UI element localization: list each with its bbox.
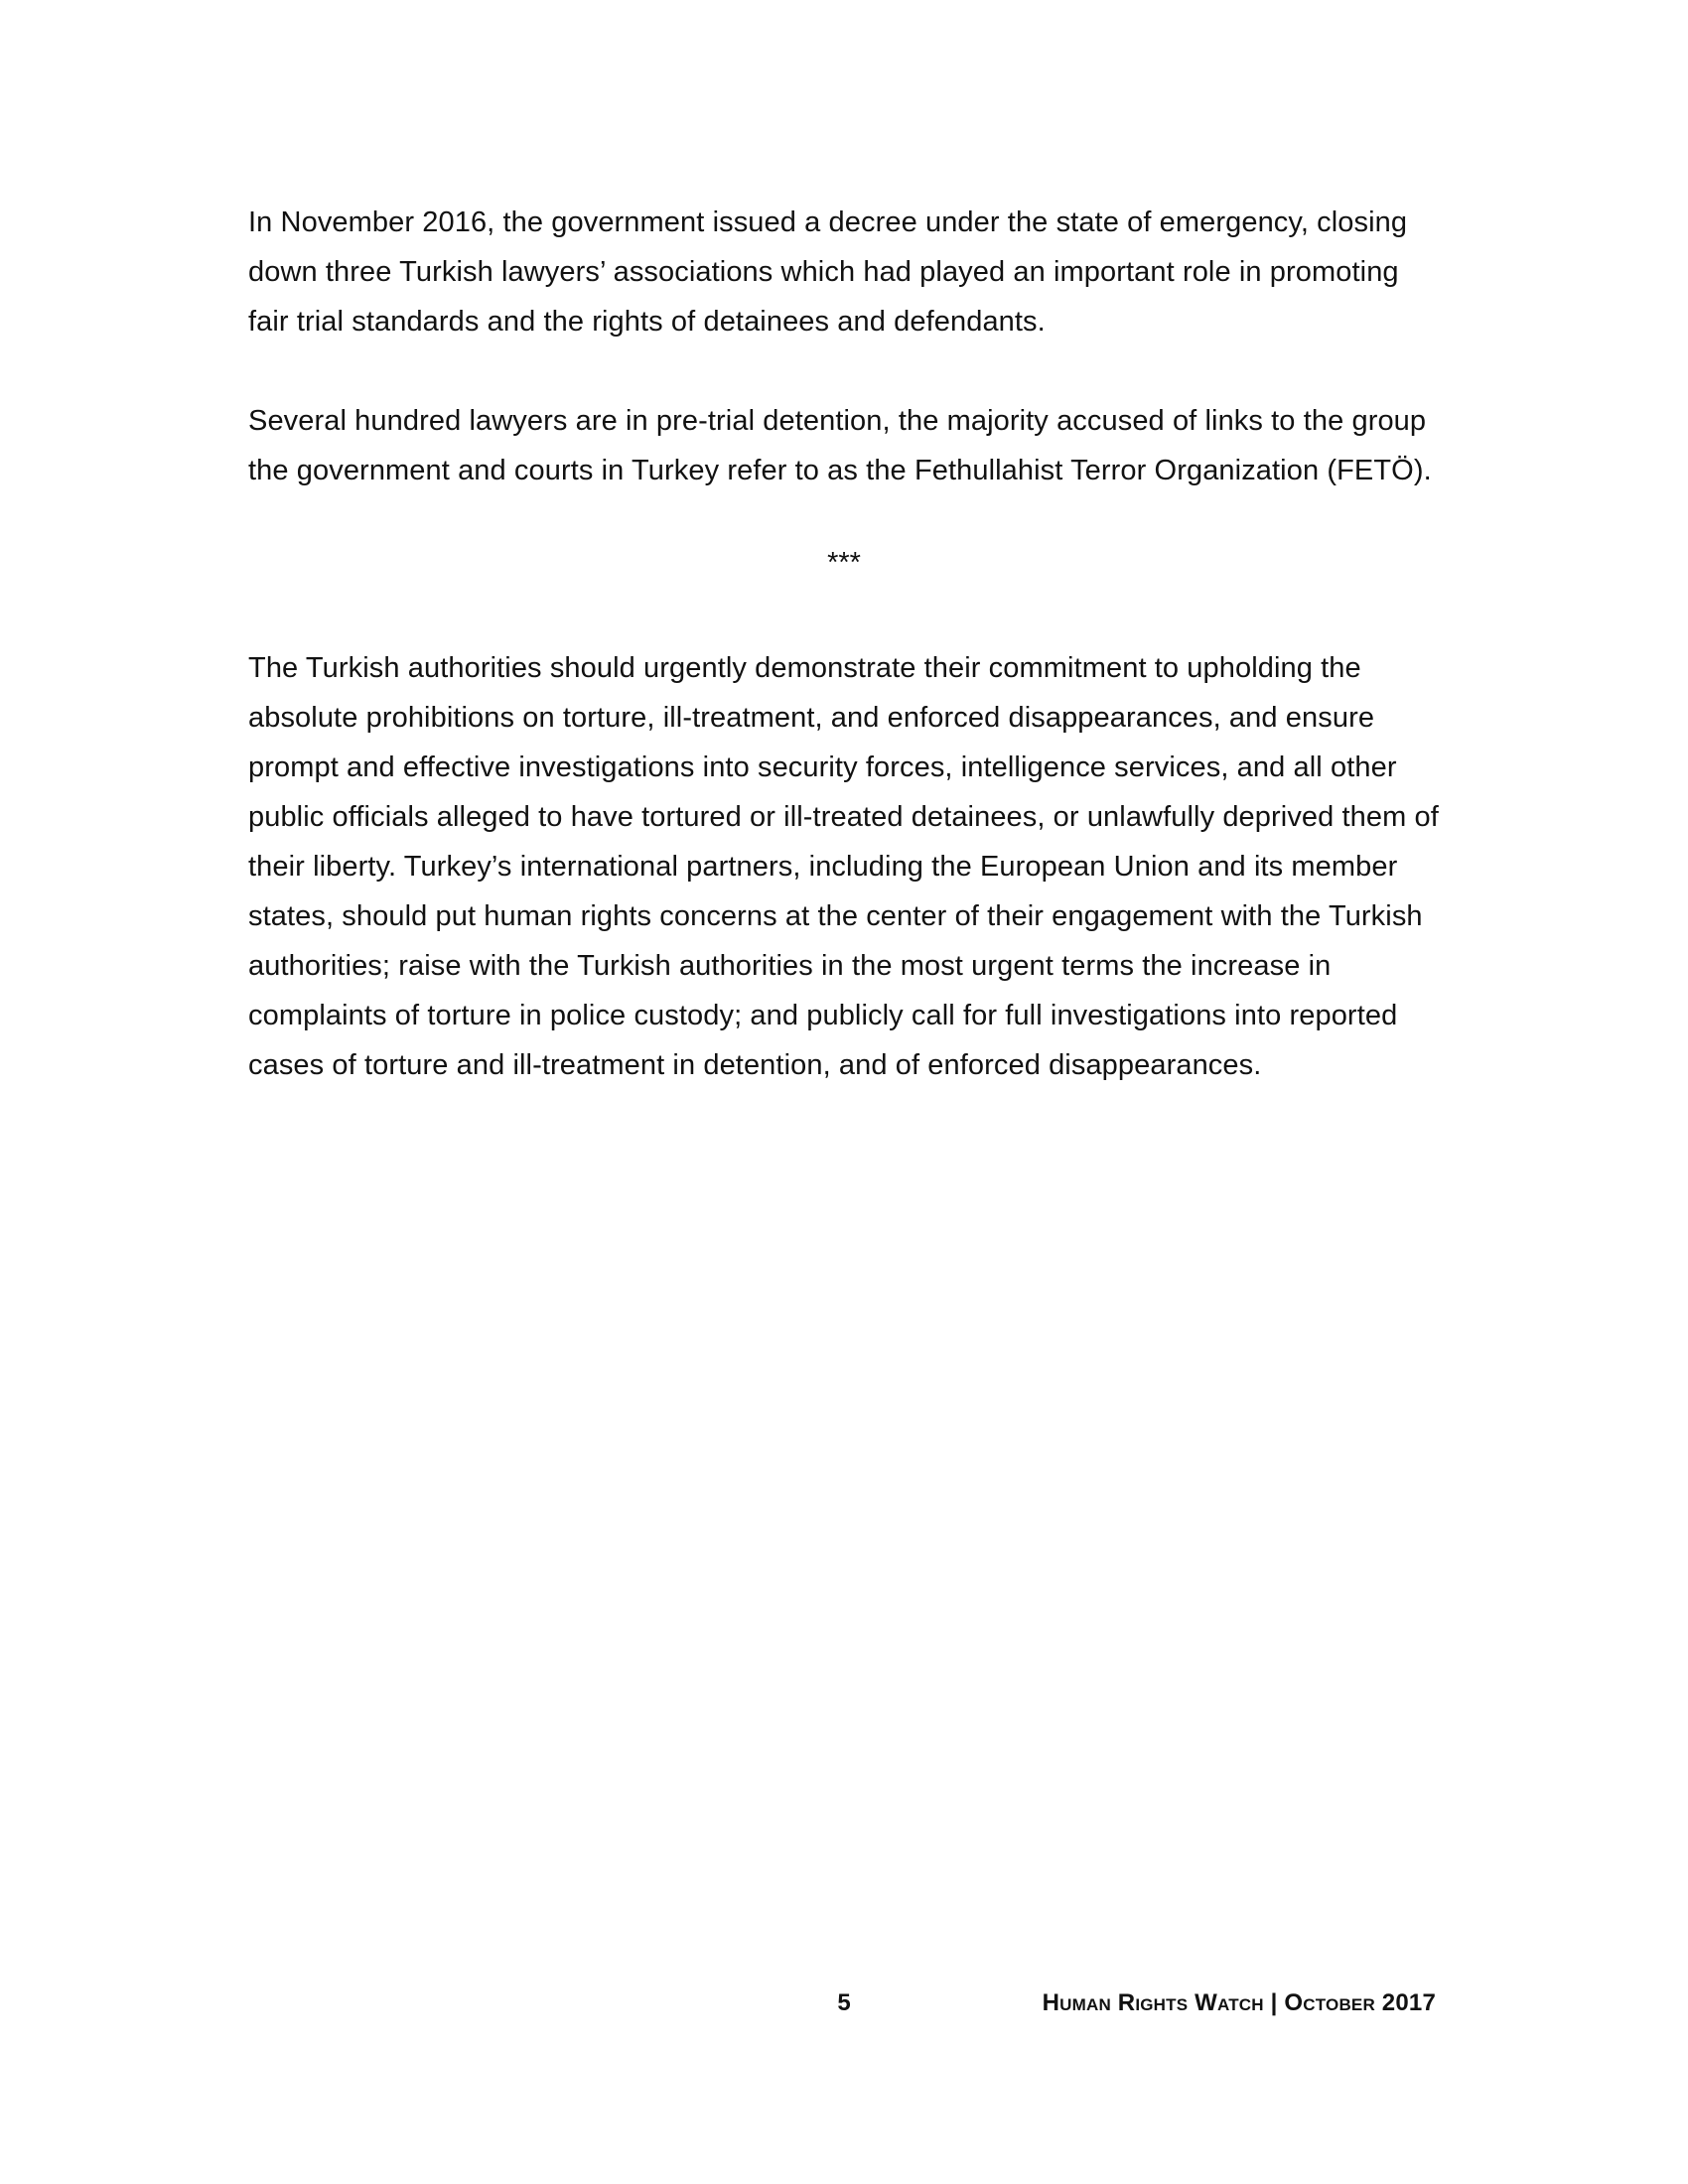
footer-credit: Human Rights Watch | October 2017 <box>1042 1989 1436 2016</box>
paragraph-lawyers-associations: In November 2016, the government issued a decree under the state of emergency, closing down three Turkish lawyers’ associations which had played an important role in promoting fair trial standards and the rights of detainees and defendants. <box>248 206 1408 338</box>
paragraph-recommendations: The Turkish authorities should urgently demonstrate their commitment to upholding the absolute prohibitions on torture, ill-treatment, and enforced disappearances, and ensure prompt and effective investigations into security forces, intelligence services, and all other public officials alleged to have tortured or ill-treated detainees, or unlawfully deprived them of their liberty. Turkey’s international partners, including the European Union and its member states, should put human rights concerns at the center of their engagement with the Turkish authorities; raise with the Turkish authorities in the most urgent terms the increase in complaints of torture in police custody; and publicly call for full investigations into reported cases of torture and ill-treatment in detention, and of enforced disappearances. <box>248 652 1439 1081</box>
paragraph-lawyers-detention: Several hundred lawyers are in pre-trial detention, the majority accused of links to the group the government and courts in Turkey refer to as the Fethullahist Terror Organization (FETÖ). <box>248 405 1432 486</box>
section-separator: *** <box>827 547 861 579</box>
page-footer <box>0 1989 1688 2029</box>
page-number: 5 <box>837 1989 851 2016</box>
